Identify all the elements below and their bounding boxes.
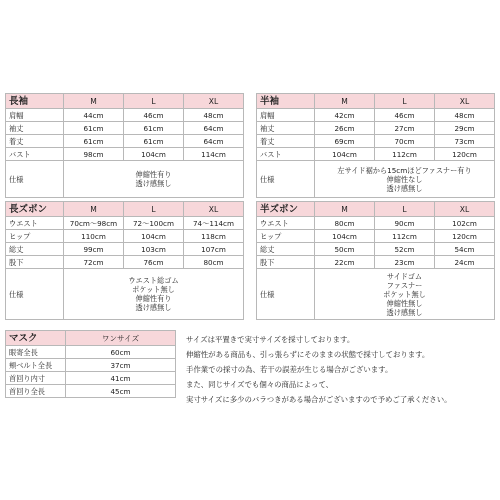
- spec-line: 伸縮性有り: [135, 170, 172, 179]
- spec-label: 仕様: [257, 161, 315, 198]
- spec-line: ファスナー: [386, 280, 423, 290]
- table-title: 長ズボン: [6, 202, 64, 217]
- short-sleeve-size-table: [256, 93, 495, 198]
- size-m-header: M: [315, 202, 375, 217]
- table-row: [6, 122, 244, 135]
- spec-line: 伸縮性有り: [135, 294, 172, 303]
- cell: 102cm: [435, 217, 495, 230]
- row-label: ヒップ: [257, 230, 315, 243]
- cell: 69cm: [315, 135, 375, 148]
- row-label: 着丈: [257, 135, 315, 148]
- cell: 72〜100cm: [124, 217, 184, 230]
- cell: 60cm: [66, 346, 176, 359]
- cell: 24cm: [435, 256, 495, 269]
- cell: 23cm: [375, 256, 435, 269]
- table-row: [6, 372, 176, 385]
- spec-line: 伸縮性無し: [386, 298, 423, 308]
- size-l-header: L: [375, 94, 435, 109]
- table-row: [6, 256, 244, 269]
- row-label: バスト: [6, 148, 64, 161]
- long-sleeve-size-table: [5, 93, 244, 198]
- row-label: 首回り内寸: [6, 372, 66, 385]
- size-header: ワンサイズ: [66, 331, 176, 346]
- cell: 120cm: [435, 230, 495, 243]
- row-label: ウエスト: [6, 217, 64, 230]
- spec-line: 透け感無し: [135, 303, 172, 312]
- size-l-header: L: [124, 94, 184, 109]
- spec-line: ウエスト総ゴム: [128, 276, 179, 285]
- cell: 46cm: [375, 109, 435, 122]
- spec-line: サイドゴム: [386, 271, 423, 281]
- cell: 45cm: [66, 385, 176, 398]
- cell: 104cm: [124, 230, 184, 243]
- cell: 48cm: [184, 109, 244, 122]
- cell: 74〜114cm: [184, 217, 244, 230]
- row-label: 袖丈: [6, 122, 64, 135]
- table-row: [257, 109, 495, 122]
- size-l-header: L: [375, 202, 435, 217]
- row-label: 着丈: [6, 135, 64, 148]
- size-m-header: M: [64, 94, 124, 109]
- row-label: ウエスト: [257, 217, 315, 230]
- row-label: 首回り全長: [6, 385, 66, 398]
- spec-cell: [64, 269, 244, 320]
- spec-cell: [315, 269, 495, 320]
- row-label: 総丈: [6, 243, 64, 256]
- row-label: 股下: [6, 256, 64, 269]
- spec-line: ポケット無し: [132, 285, 175, 294]
- cell: 118cm: [184, 230, 244, 243]
- row-label: 肩幅: [257, 109, 315, 122]
- note-line: 伸縮性がある商品も、引っ張らずにそのままの状態で採寸しております。: [186, 350, 430, 359]
- long-pants-size-table: [5, 201, 244, 320]
- table-row: [6, 135, 244, 148]
- row-label: ヒップ: [6, 230, 64, 243]
- cell: 112cm: [375, 148, 435, 161]
- row-label: 眼寄全長: [6, 346, 66, 359]
- row-label: 肩幅: [6, 109, 64, 122]
- spec-cell: [315, 161, 495, 198]
- table-row: [6, 217, 244, 230]
- cell: 64cm: [184, 122, 244, 135]
- cell: 70cm: [375, 135, 435, 148]
- cell: 61cm: [124, 135, 184, 148]
- cell: 61cm: [64, 122, 124, 135]
- table-row: [257, 256, 495, 269]
- cell: 50cm: [315, 243, 375, 256]
- spec-line: 透け感無し: [135, 179, 172, 188]
- cell: 104cm: [124, 148, 184, 161]
- cell: 44cm: [64, 109, 124, 122]
- spec-row: [257, 161, 495, 198]
- cell: 61cm: [64, 135, 124, 148]
- cell: 107cm: [184, 243, 244, 256]
- spec-cell: [64, 161, 244, 198]
- cell: 37cm: [66, 359, 176, 372]
- size-xl-header: XL: [184, 202, 244, 217]
- cell: 103cm: [124, 243, 184, 256]
- table-row: [257, 243, 495, 256]
- cell: 104cm: [315, 148, 375, 161]
- table-row: [257, 148, 495, 161]
- table-row: [6, 346, 176, 359]
- cell: 27cm: [375, 122, 435, 135]
- row-label: バスト: [257, 148, 315, 161]
- cell: 110cm: [64, 230, 124, 243]
- spec-label: 仕様: [6, 269, 64, 320]
- cell: 46cm: [124, 109, 184, 122]
- cell: 26cm: [315, 122, 375, 135]
- cell: 80cm: [315, 217, 375, 230]
- cell: 80cm: [184, 256, 244, 269]
- size-xl-header: XL: [435, 94, 495, 109]
- spec-row: [6, 161, 244, 198]
- table-row: [6, 359, 176, 372]
- row-label: 総丈: [257, 243, 315, 256]
- table-row: [6, 243, 244, 256]
- spec-row: [6, 269, 244, 320]
- cell: 64cm: [184, 135, 244, 148]
- cell: 104cm: [315, 230, 375, 243]
- spec-line: 透け感無し: [386, 307, 423, 317]
- cell: 99cm: [64, 243, 124, 256]
- note-line: サイズは平置きで実寸サイズを採寸しております。: [186, 335, 355, 344]
- size-xl-header: XL: [184, 94, 244, 109]
- table-row: [6, 385, 176, 398]
- cell: 70cm〜98cm: [64, 217, 124, 230]
- note-line: また、同じサイズでも個々の商品によって、: [186, 380, 334, 389]
- cell: 120cm: [435, 148, 495, 161]
- table-title: 半ズボン: [257, 202, 315, 217]
- spec-label: 仕様: [257, 269, 315, 320]
- size-m-header: M: [64, 202, 124, 217]
- cell: 76cm: [124, 256, 184, 269]
- cell: 112cm: [375, 230, 435, 243]
- table-row: [6, 109, 244, 122]
- sizing-notes: [186, 332, 496, 407]
- short-pants-size-table: [256, 201, 495, 320]
- spec-label: 仕様: [6, 161, 64, 198]
- table-row: [257, 230, 495, 243]
- row-label: 袖丈: [257, 122, 315, 135]
- cell: 42cm: [315, 109, 375, 122]
- cell: 41cm: [66, 372, 176, 385]
- cell: 114cm: [184, 148, 244, 161]
- cell: 29cm: [435, 122, 495, 135]
- spec-line: 左サイド裾から15cmほどファスナー有り: [337, 165, 472, 175]
- row-label: 頬ベルト全長: [6, 359, 66, 372]
- spec-line: ポケット無し: [383, 289, 426, 299]
- spec-row: [257, 269, 495, 320]
- note-line: 実寸サイズに多少のバラつきがある場合がございますので予めご了承ください。: [186, 395, 452, 404]
- row-label: 股下: [257, 256, 315, 269]
- cell: 52cm: [375, 243, 435, 256]
- table-row: [257, 217, 495, 230]
- cell: 72cm: [64, 256, 124, 269]
- table-title: 半袖: [257, 94, 315, 109]
- size-l-header: L: [124, 202, 184, 217]
- cell: 90cm: [375, 217, 435, 230]
- cell: 22cm: [315, 256, 375, 269]
- size-m-header: M: [315, 94, 375, 109]
- cell: 98cm: [64, 148, 124, 161]
- table-row: [257, 122, 495, 135]
- cell: 73cm: [435, 135, 495, 148]
- table-title: マスク: [6, 331, 66, 346]
- table-row: [6, 148, 244, 161]
- spec-line: 透け感無し: [386, 183, 423, 193]
- table-row: [6, 230, 244, 243]
- cell: 48cm: [435, 109, 495, 122]
- table-row: [257, 135, 495, 148]
- note-line: 手作業での採寸の為、若干の誤差が生じる場合がございます。: [186, 365, 393, 374]
- table-title: 長袖: [6, 94, 64, 109]
- cell: 54cm: [435, 243, 495, 256]
- size-xl-header: XL: [435, 202, 495, 217]
- cell: 61cm: [124, 122, 184, 135]
- spec-line: 伸縮性なし: [386, 174, 423, 184]
- mask-size-table: [5, 330, 176, 398]
